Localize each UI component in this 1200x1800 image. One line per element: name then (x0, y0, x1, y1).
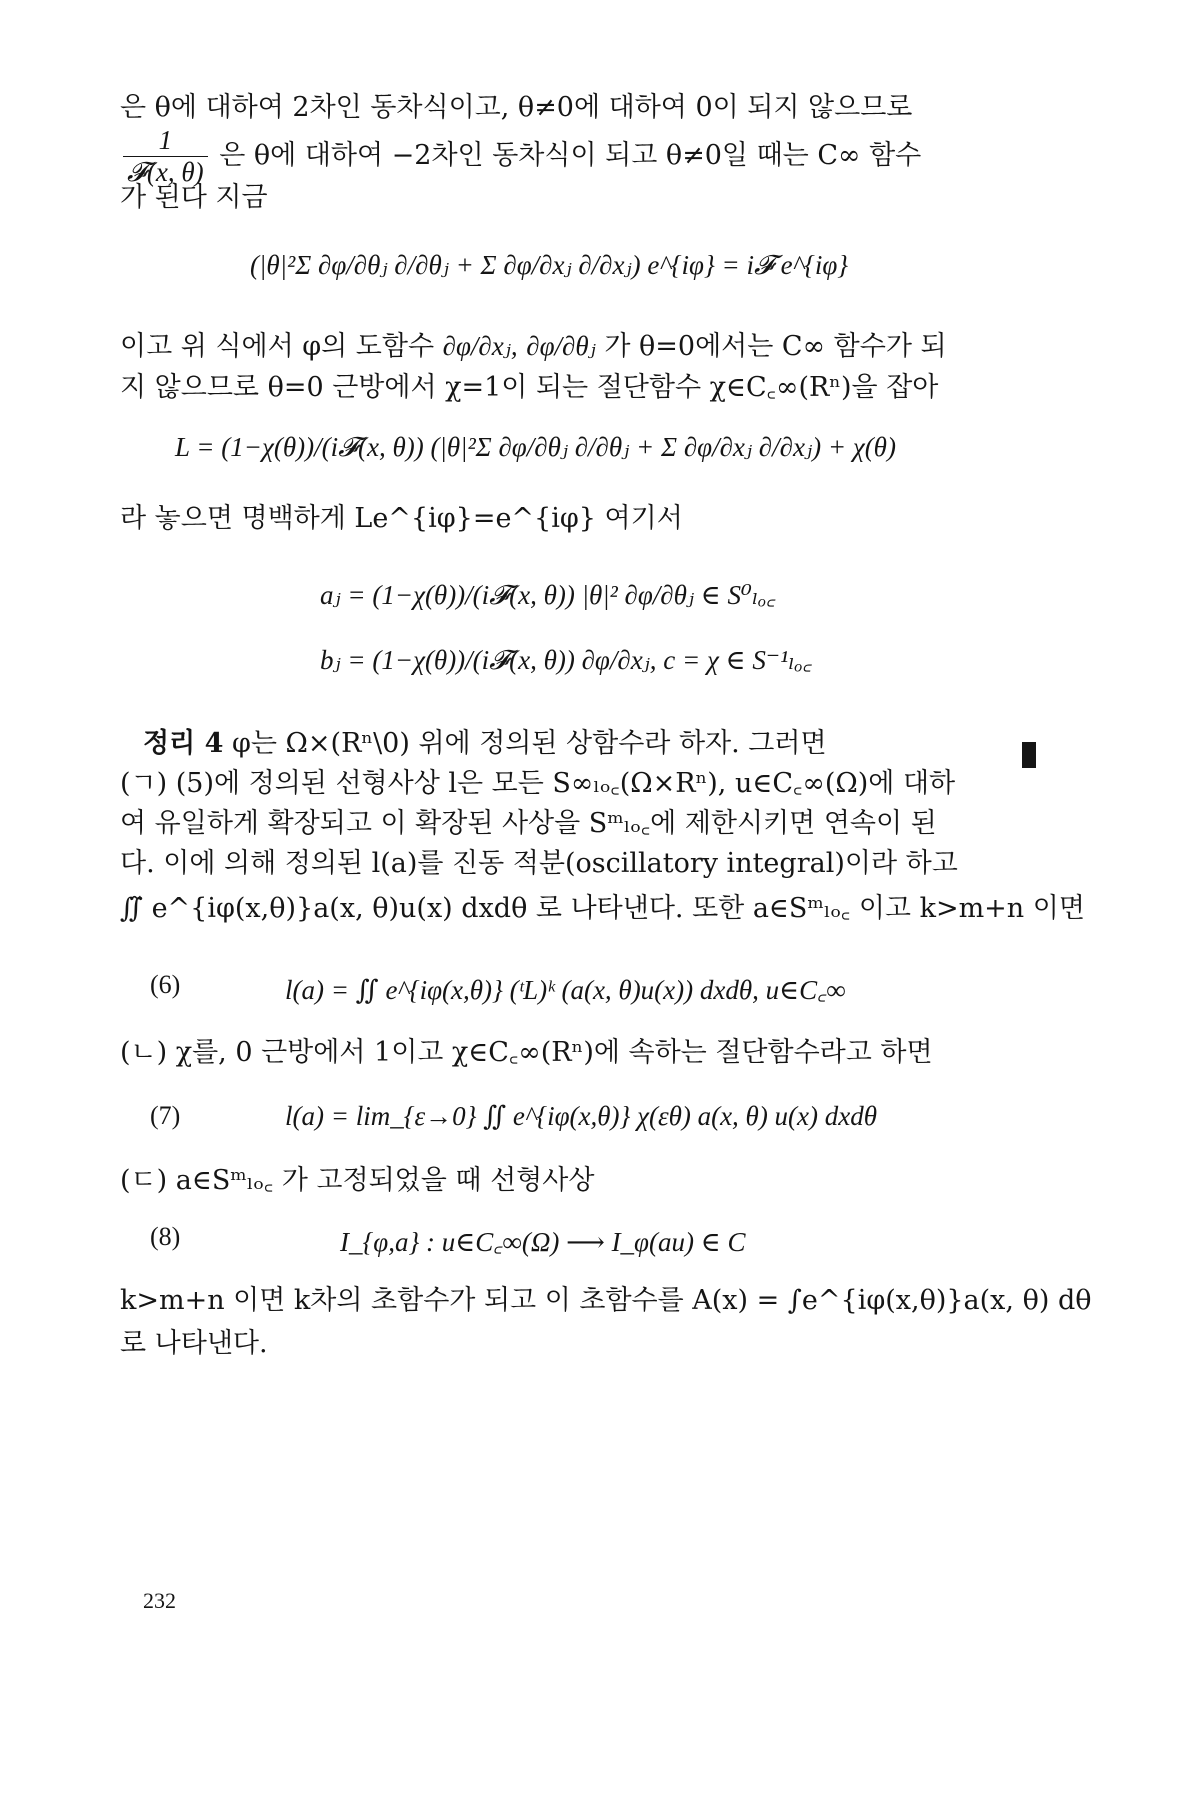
theorem-part3: (ㄷ) a∈Sᵐₗₒ꜀ 가 고정되었을 때 선형사상 (120, 1165, 595, 1196)
text-line-5: 지 않으므로 θ=0 근방에서 χ=1이 되는 절단함수 χ∈C꜀∞(Rⁿ)을 잡아 (120, 372, 939, 403)
theorem-part1-line4: ∬̃ e^{iφ(x,θ)}a(x, θ)u(x) dxdθ 로 나타낸다. 또한 a∈Sᵐₗₒ꜀ 이고 k>m+n 이면 (120, 893, 1085, 924)
derivative-dphi-dx: ∂φ/∂xⱼ, (442, 331, 518, 361)
text-line-4-end: 가 θ=0에서는 C∞ 함수가 되 (604, 331, 947, 362)
closing-line-2: 로 나타낸다. (120, 1328, 268, 1359)
text-line-3: 가 된다 지금 (120, 182, 268, 213)
text-line-6: 라 놓으면 명백하게 Le^{iφ}=e^{iφ} 여기서 (120, 503, 683, 534)
text-line-4-start: 이고 위 식에서 φ의 도함수 (120, 331, 435, 362)
equation-7: l(a) = lim_{ε→0} ∬ e^{iφ(x,θ)} χ(εθ) a(x, θ) u(x) dxdθ (285, 1101, 878, 1131)
equation-6: l(a) = ∬ e^{iφ(x,θ)} (ᵗL)ᵏ (a(x, θ)u(x)) dxdθ, u∈C꜀∞ (285, 975, 846, 1005)
equation-operator-identity: (|θ|²Σ ∂φ/∂θⱼ ∂/∂θⱼ + Σ ∂φ/∂xⱼ ∂/∂xⱼ) e^{iφ} = i𝓕 e^{iφ} (250, 250, 849, 280)
equation-a-j: aⱼ = (1−χ(θ))/(i𝓕(x, θ)) |θ|² ∂φ/∂θⱼ ∈ S⁰ₗₒ꜀ (320, 580, 776, 610)
equation-number-8: (8) (150, 1222, 181, 1251)
theorem-part1-line1: (ㄱ) (5)에 정의된 선형사상 l은 모든 S∞ₗₒ꜀(Ω×Rⁿ), u∈C꜀∞(Ω)에 대하 (120, 768, 956, 799)
theorem-part1-line2: 여 유일하게 확장되고 이 확장된 사상을 Sᵐₗₒ꜀에 제한시키면 연속이 된 (120, 808, 937, 839)
theorem-header (143, 728, 827, 760)
equation-number-6: (6) (150, 970, 181, 999)
theorem-intro: φ는 Ω×(Rⁿ\0) 위에 정의된 상함수라 하자. 그러면 (231, 728, 827, 759)
equation-8: I_{φ,a} : u∈C꜀∞(Ω) ⟶ I_φ(au) ∈ C (340, 1227, 746, 1257)
fraction-denominator: 𝓕(x, θ) (127, 157, 204, 188)
derivative-dphi-dtheta: ∂φ/∂θⱼ (526, 331, 596, 361)
end-of-proof-mark (1022, 742, 1036, 768)
equation-number-7: (7) (150, 1101, 181, 1130)
fraction-inverse-F (123, 125, 208, 188)
text-line-4 (120, 330, 947, 363)
fraction-numerator: 1 (123, 125, 208, 157)
theorem-part2: (ㄴ) χ를, 0 근방에서 1이고 χ∈C꜀∞(Rⁿ)에 속하는 절단함수라고 하면 (120, 1037, 933, 1068)
equation-b-j: bⱼ = (1−χ(θ))/(i𝓕(x, θ)) ∂φ/∂xⱼ, c = χ ∈ S⁻¹ₗₒ꜀ (320, 645, 812, 675)
text-line-2 (120, 125, 921, 188)
page-number: 232 (143, 1588, 176, 1613)
text-line-1: 은 θ에 대하여 2차인 동차식이고, θ≠0에 대하여 0이 되지 않으므로 (120, 92, 913, 123)
text-line-2-body: 은 θ에 대하여 −2차인 동차식이 되고 θ≠0일 때는 C∞ 함수 (219, 140, 922, 172)
closing-line-1: k>m+n 이면 k차의 초함수가 되고 이 초함수를 A(x) = ∫e^{iφ(x,θ)}a(x, θ) dθ (120, 1285, 1092, 1316)
theorem-label: 정리 4 (143, 728, 224, 759)
theorem-part1-line3: 다. 이에 의해 정의된 l(a)를 진동 적분(oscillatory integral)이라 하고 (120, 848, 958, 879)
equation-L-definition: L = (1−χ(θ))/(i𝓕(x, θ)) (|θ|²Σ ∂φ/∂θⱼ ∂/∂θⱼ + Σ ∂φ/∂xⱼ ∂/∂xⱼ) + χ(θ) (175, 432, 896, 462)
